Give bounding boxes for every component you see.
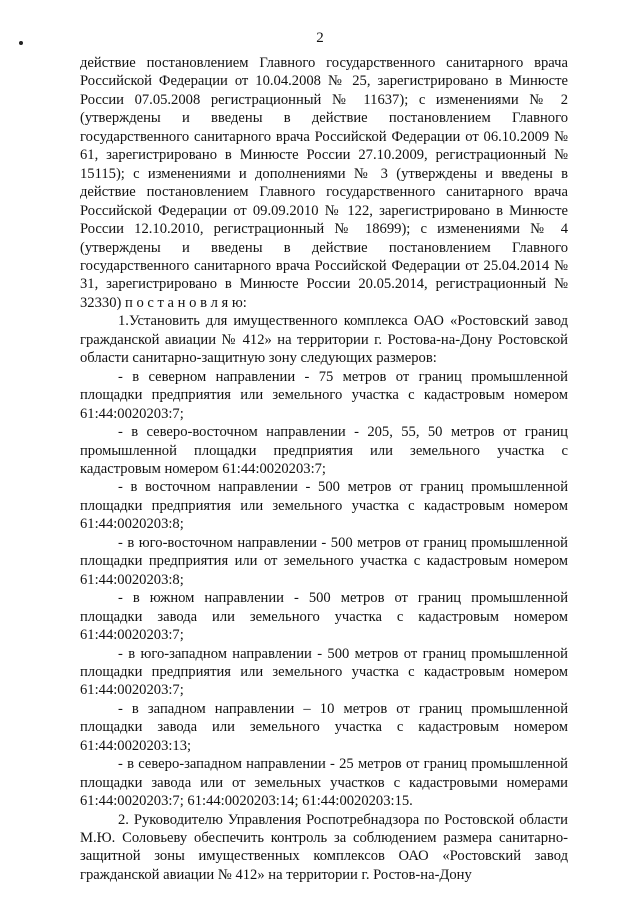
paragraph-amendments-continuation: действие постановлением Главного государственного санитарного врача Российской Федерации от 10.04.2008 № 25, зарегистрировано в Минюсте России 07.05.2008 регистрационный № 11637); с изменениями № 2 (утверждены и введены в действие постановлением Главного государственного санитарного врача Российской Федерации от 06.10.2009 № 61, зарегистрировано в Минюсте России 27.10.2009, регистрационный № 15115); с изменениями и дополнениями № 3 (утверждены и введены в действие постановлением Главного государственного санитарного врача Российской Федерации от 09.09.2010 № 122, зарегистрировано в Минюсте России 12.10.2010, регистрационный № 18699); с изменениями № 4 (утверждены и введены в действие постановлением Главного государственного санитарного врача Российской Федерации от 25.04.2014 № 31, зарегистрировано в Минюсте России 20.05.2014, регистрационный № 32330) п о с т а н о в л я ю: <box>80 55 568 311</box>
zone-north: - в северном направлении - 75 метров от границ промышленной площадки предприятия или земельного участка с кадастровым номером 61:44:0020203:7; <box>80 368 568 422</box>
zone-north-east: - в северо-восточном направлении - 205, 55, 50 метров от границ промышленной площадки предприятия или земельного участка с кадастровым номером 61:44:0020203:7; <box>80 424 568 477</box>
zone-west: - в западном направлении – 10 метров от границ промышленной площадки завода или земельного участка с кадастровым номером 61:44:0020203:13; <box>80 700 568 754</box>
zone-south: - в южном направлении - 500 метров от границ промышленной площадки завода или земельного участка с кадастровым номером 61:44:0020203:7; <box>80 590 568 644</box>
document-body <box>80 54 568 884</box>
paragraph-item-2: 2. Руководителю Управления Роспотребнадзора по Ростовской области М.Ю. Соловьеву обеспечить контроль за соблюдением размера санитарно-защитной зоны имущественных комплексов ОАО «Ростовский завод гражданской авиации № 412» на территории г. Ростов-на-Дону <box>80 811 568 883</box>
zone-south-west: - в юго-западном направлении - 500 метров от границ промышленной площадки предприятия или земельного участка с кадастровым номером 61:44:0020203:7; <box>80 645 568 699</box>
zone-east: - в восточном направлении - 500 метров от границ промышленной площадки предприятия или земельного участка с кадастровым номером 61:44:0020203:8; <box>80 479 568 533</box>
paragraph-item-1: 1.Установить для имущественного комплекса ОАО «Ростовский завод гражданской авиации № 412» на территории г. Ростова-на-Дону Ростовской области санитарно-защитную зону следующих размеров: <box>80 313 568 367</box>
zone-north-west: - в северо-западном направлении - 25 метров от границ промышленной площадки завода или от земельных участков с кадастровыми номерами 61:44:0020203:7; 61:44:0020203:14; 61:44:0020203:15. <box>80 756 568 810</box>
page-number: 2 <box>316 30 324 46</box>
zone-south-east: - в юго-восточном направлении - 500 метров от границ промышленной площадки предприятия или от земельного участка с кадастровым номером 61:44:0020203:8; <box>80 534 568 588</box>
